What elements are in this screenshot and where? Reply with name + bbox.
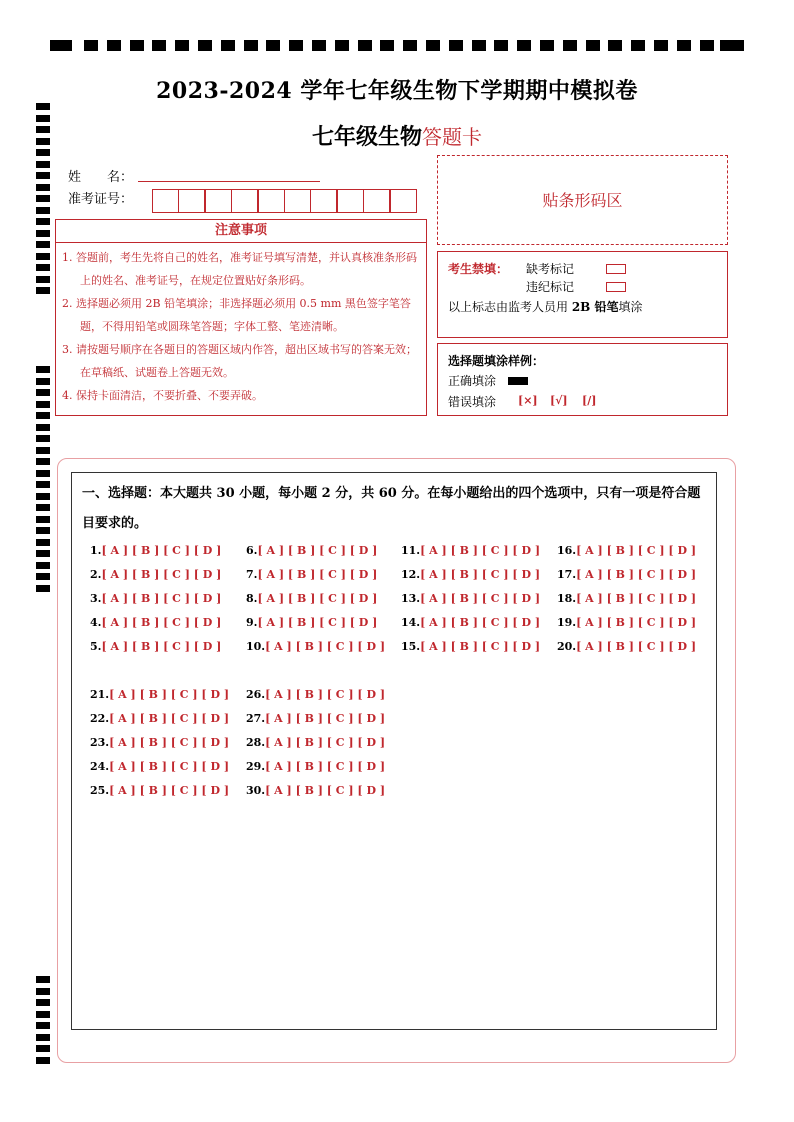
question-number: 12.: [401, 568, 421, 581]
timing-mark: [266, 40, 280, 51]
timing-mark: [36, 470, 50, 477]
answer-options[interactable]: [ A ] [ B ] [ C ] [ D ]: [109, 784, 230, 797]
fill-example-heading: 选择题填涂样例：: [448, 354, 545, 368]
choice-question[interactable]: [246, 568, 377, 581]
notes-list: [56, 243, 426, 407]
timing-mark: [50, 40, 72, 51]
question-number: 9.: [246, 616, 258, 629]
id-digit-box[interactable]: [363, 189, 390, 213]
timing-mark: [517, 40, 531, 51]
timing-mark: [36, 230, 50, 237]
timing-mark: [677, 40, 691, 51]
answer-options[interactable]: [ A ] [ B ] [ C ] [ D ]: [576, 616, 697, 629]
answer-options[interactable]: [ A ] [ B ] [ C ] [ D ]: [576, 592, 697, 605]
question-number: 25.: [90, 784, 110, 797]
question-number: 30.: [246, 784, 266, 797]
choice-question[interactable]: [557, 592, 696, 605]
timing-mark: [700, 40, 714, 51]
note-item: 1. 答题前，考生先将自己的姓名，准考证号填写清楚，并认真核准条形码上的姓名、准考证号，在规定位置贴好条形码。: [62, 251, 417, 287]
timing-mark: [540, 40, 554, 51]
timing-mark: [36, 401, 50, 408]
fill-example-box: [437, 343, 728, 416]
timing-mark: [36, 447, 50, 454]
barcode-area: [437, 155, 728, 245]
timing-mark: [84, 40, 98, 51]
answer-options[interactable]: [ A ] [ B ] [ C ] [ D ]: [265, 688, 386, 701]
timing-mark: [335, 40, 349, 51]
note-item: 4. 保持卡面清洁，不要折叠、不要弄破。: [62, 389, 263, 402]
answer-options[interactable]: [ A ] [ B ] [ C ] [ D ]: [257, 616, 378, 629]
timing-mark: [563, 40, 577, 51]
timing-mark: [312, 40, 326, 51]
answer-options[interactable]: [ A ] [ B ] [ C ] [ D ]: [420, 616, 541, 629]
timing-mark: [608, 40, 622, 51]
page-subtitle: [0, 120, 794, 151]
wrong-mark-check: [√]: [550, 394, 568, 407]
answer-options[interactable]: [ A ] [ B ] [ C ] [ D ]: [576, 544, 697, 557]
question-number: 11.: [401, 544, 421, 557]
question-number: 14.: [401, 616, 421, 629]
choice-question[interactable]: [557, 568, 696, 581]
answer-options[interactable]: [ A ] [ B ] [ C ] [ D ]: [257, 592, 378, 605]
timing-mark: [36, 1011, 50, 1018]
timing-mark: [380, 40, 394, 51]
timing-mark: [494, 40, 508, 51]
question-number: 18.: [557, 592, 577, 605]
question-number: 8.: [246, 592, 258, 605]
id-digit-box[interactable]: [231, 189, 258, 213]
timing-mark: [472, 40, 486, 51]
choice-question[interactable]: [557, 640, 696, 653]
choice-question[interactable]: [557, 544, 696, 557]
timing-mark: [36, 550, 50, 557]
question-number: 10.: [246, 640, 266, 653]
question-number: 4.: [90, 616, 102, 629]
choice-question[interactable]: [90, 640, 221, 653]
choice-question[interactable]: [246, 544, 377, 557]
timing-mark: [36, 976, 50, 983]
answer-options[interactable]: [ A ] [ B ] [ C ] [ D ]: [576, 568, 697, 581]
question-number: 16.: [557, 544, 577, 557]
question-number: 29.: [246, 760, 266, 773]
answer-options[interactable]: [ A ] [ B ] [ C ] [ D ]: [576, 640, 697, 653]
timing-mark: [244, 40, 258, 51]
name-field[interactable]: [138, 181, 320, 182]
timing-mark: [36, 389, 50, 396]
prohibit-note: 以上标志由监考人员用 2B 铅笔填涂: [448, 300, 643, 314]
choice-question[interactable]: [90, 736, 229, 749]
timing-mark: [36, 435, 50, 442]
choice-question[interactable]: [246, 616, 377, 629]
id-label: 准考证号：: [68, 192, 134, 207]
name-label: 姓 名：: [68, 170, 134, 185]
choice-question[interactable]: [90, 784, 229, 797]
question-number: 7.: [246, 568, 258, 581]
timing-mark: [36, 218, 50, 225]
notes-heading: 注意事项: [56, 220, 426, 243]
answer-options[interactable]: [ A ] [ B ] [ C ] [ D ]: [265, 784, 386, 797]
notes-box: [55, 219, 427, 416]
timing-mark: [36, 1022, 50, 1029]
timing-mark: [631, 40, 645, 51]
prohibit-label: 考生禁填：: [448, 262, 509, 276]
question-number: 2.: [90, 568, 102, 581]
timing-mark: [36, 172, 50, 179]
question-number: 24.: [90, 760, 110, 773]
choice-question[interactable]: [401, 640, 540, 653]
timing-mark: [36, 241, 50, 248]
question-number: 22.: [90, 712, 110, 725]
choice-question[interactable]: [90, 688, 229, 701]
choice-question[interactable]: [557, 616, 696, 629]
correct-fill-label: 正确填涂: [448, 374, 497, 388]
timing-mark: [36, 276, 50, 283]
timing-mark: [36, 1034, 50, 1041]
answer-options[interactable]: [ A ] [ B ] [ C ] [ D ]: [101, 544, 222, 557]
id-digit-box[interactable]: [205, 189, 232, 213]
timing-mark: [36, 264, 50, 271]
question-number: 13.: [401, 592, 421, 605]
choice-question[interactable]: [246, 688, 385, 701]
choice-question[interactable]: [246, 712, 385, 725]
answer-options[interactable]: [ A ] [ B ] [ C ] [ D ]: [101, 616, 222, 629]
timing-mark: [36, 988, 50, 995]
timing-mark: [36, 287, 50, 294]
timing-mark: [36, 184, 50, 191]
id-digit-box[interactable]: [152, 189, 179, 213]
note-item: 3. 请按题号顺序在各题目的答题区域内作答，超出区域书写的答案无效；在草稿纸、试题卷上答题无效。: [62, 343, 417, 379]
choice-question[interactable]: [246, 640, 385, 653]
answer-options[interactable]: [ A ] [ B ] [ C ] [ D ]: [420, 592, 541, 605]
answer-options[interactable]: [ A ] [ B ] [ C ] [ D ]: [265, 640, 386, 653]
timing-mark: [36, 1057, 50, 1064]
timing-mark: [36, 161, 50, 168]
question-number: 1.: [90, 544, 102, 557]
answer-options[interactable]: [ A ] [ B ] [ C ] [ D ]: [265, 712, 386, 725]
section-intro: 一、选择题：本大题共 30 小题，每小题 2 分，共 60 分。在每小题给出的四个选项中，只有一项是符合题目要求的。: [82, 486, 701, 531]
timing-mark: [36, 378, 50, 385]
timing-mark: [36, 573, 50, 580]
choice-question[interactable]: [90, 712, 229, 725]
choice-question[interactable]: [401, 544, 540, 557]
choice-question[interactable]: [246, 760, 385, 773]
question-number: 23.: [90, 736, 110, 749]
choice-question[interactable]: [90, 568, 221, 581]
timing-mark: [36, 253, 50, 260]
choice-question[interactable]: [246, 784, 385, 797]
choice-question[interactable]: [401, 592, 540, 605]
choice-question[interactable]: [401, 616, 540, 629]
note-item: 2. 选择题必须用 2B 铅笔填涂；非选择题必须用 0.5 mm 黑色签字笔答题，不得用铅笔或圆珠笔答题；字体工整、笔迹清晰。: [62, 297, 411, 333]
timing-mark: [586, 40, 600, 51]
answer-options[interactable]: [ A ] [ B ] [ C ] [ D ]: [420, 640, 541, 653]
timing-mark: [358, 40, 372, 51]
id-digit-box[interactable]: [337, 189, 364, 213]
timing-mark: [36, 585, 50, 592]
answer-options[interactable]: [ A ] [ B ] [ C ] [ D ]: [101, 640, 222, 653]
subject-label: 七年级生物: [311, 124, 422, 150]
timing-mark: [36, 1045, 50, 1052]
timing-mark: [36, 412, 50, 419]
timing-mark: [175, 40, 189, 51]
timing-mark: [36, 562, 50, 569]
choice-question[interactable]: [90, 592, 221, 605]
wrong-mark-x: [×]: [518, 394, 538, 407]
timing-mark: [36, 207, 50, 214]
answer-options[interactable]: [ A ] [ B ] [ C ] [ D ]: [109, 712, 230, 725]
choice-question[interactable]: [90, 760, 229, 773]
answer-options[interactable]: [ A ] [ B ] [ C ] [ D ]: [420, 568, 541, 581]
absent-mark-box[interactable]: [606, 264, 626, 274]
prohibit-box: [437, 251, 728, 338]
timing-mark: [36, 527, 50, 534]
timing-mark: [130, 40, 144, 51]
choice-question[interactable]: [246, 736, 385, 749]
timing-mark: [720, 40, 744, 51]
id-digit-box[interactable]: [284, 189, 311, 213]
correct-fill-mark: [508, 377, 528, 385]
answer-options[interactable]: [ A ] [ B ] [ C ] [ D ]: [109, 760, 230, 773]
timing-mark: [36, 458, 50, 465]
answer-options[interactable]: [ A ] [ B ] [ C ] [ D ]: [101, 592, 222, 605]
wrong-fill-label: 错误填涂: [448, 395, 497, 409]
timing-mark: [36, 424, 50, 431]
answer-options[interactable]: [ A ] [ B ] [ C ] [ D ]: [257, 544, 378, 557]
question-number: 15.: [401, 640, 421, 653]
choice-question[interactable]: [401, 568, 540, 581]
barcode-area-label: 贴条形码区: [542, 191, 623, 210]
id-digit-box[interactable]: [258, 189, 285, 213]
violation-mark-box[interactable]: [606, 282, 626, 292]
timing-mark: [198, 40, 212, 51]
id-digit-box[interactable]: [178, 189, 205, 213]
timing-mark: [654, 40, 668, 51]
timing-mark: [449, 40, 463, 51]
timing-mark: [36, 516, 50, 523]
answer-options[interactable]: [ A ] [ B ] [ C ] [ D ]: [265, 736, 386, 749]
answer-options[interactable]: [ A ] [ B ] [ C ] [ D ]: [101, 568, 222, 581]
timing-mark: [107, 40, 121, 51]
question-number: 3.: [90, 592, 102, 605]
absent-label: 缺考标记: [526, 262, 575, 276]
id-digit-box[interactable]: [310, 189, 337, 213]
answer-options[interactable]: [ A ] [ B ] [ C ] [ D ]: [109, 736, 230, 749]
question-number: 26.: [246, 688, 266, 701]
timing-mark: [36, 481, 50, 488]
choice-question[interactable]: [246, 592, 377, 605]
question-number: 17.: [557, 568, 577, 581]
timing-mark: [152, 40, 166, 51]
question-number: 28.: [246, 736, 266, 749]
violation-label: 违纪标记: [526, 280, 575, 294]
answer-options[interactable]: [ A ] [ B ] [ C ] [ D ]: [420, 544, 541, 557]
question-number: 6.: [246, 544, 258, 557]
timing-mark: [426, 40, 440, 51]
id-digit-box[interactable]: [390, 189, 417, 213]
timing-mark: [289, 40, 303, 51]
choice-question[interactable]: [90, 544, 221, 557]
timing-mark: [403, 40, 417, 51]
choice-question[interactable]: [90, 616, 221, 629]
timing-mark: [36, 539, 50, 546]
timing-mark: [36, 493, 50, 500]
timing-mark: [36, 366, 50, 373]
card-label: 答题卡: [422, 125, 482, 149]
question-number: 20.: [557, 640, 577, 653]
question-number: 27.: [246, 712, 266, 725]
timing-mark: [36, 504, 50, 511]
timing-mark: [221, 40, 235, 51]
timing-mark: [36, 999, 50, 1006]
answer-options[interactable]: [ A ] [ B ] [ C ] [ D ]: [257, 568, 378, 581]
question-number: 19.: [557, 616, 577, 629]
wrong-mark-slash: [/]: [582, 394, 597, 407]
question-number: 21.: [90, 688, 110, 701]
timing-mark: [36, 195, 50, 202]
answer-options[interactable]: [ A ] [ B ] [ C ] [ D ]: [109, 688, 230, 701]
answer-options[interactable]: [ A ] [ B ] [ C ] [ D ]: [265, 760, 386, 773]
question-number: 5.: [90, 640, 102, 653]
page-title: 2023-2024 学年七年级生物下学期期中模拟卷: [156, 78, 638, 104]
